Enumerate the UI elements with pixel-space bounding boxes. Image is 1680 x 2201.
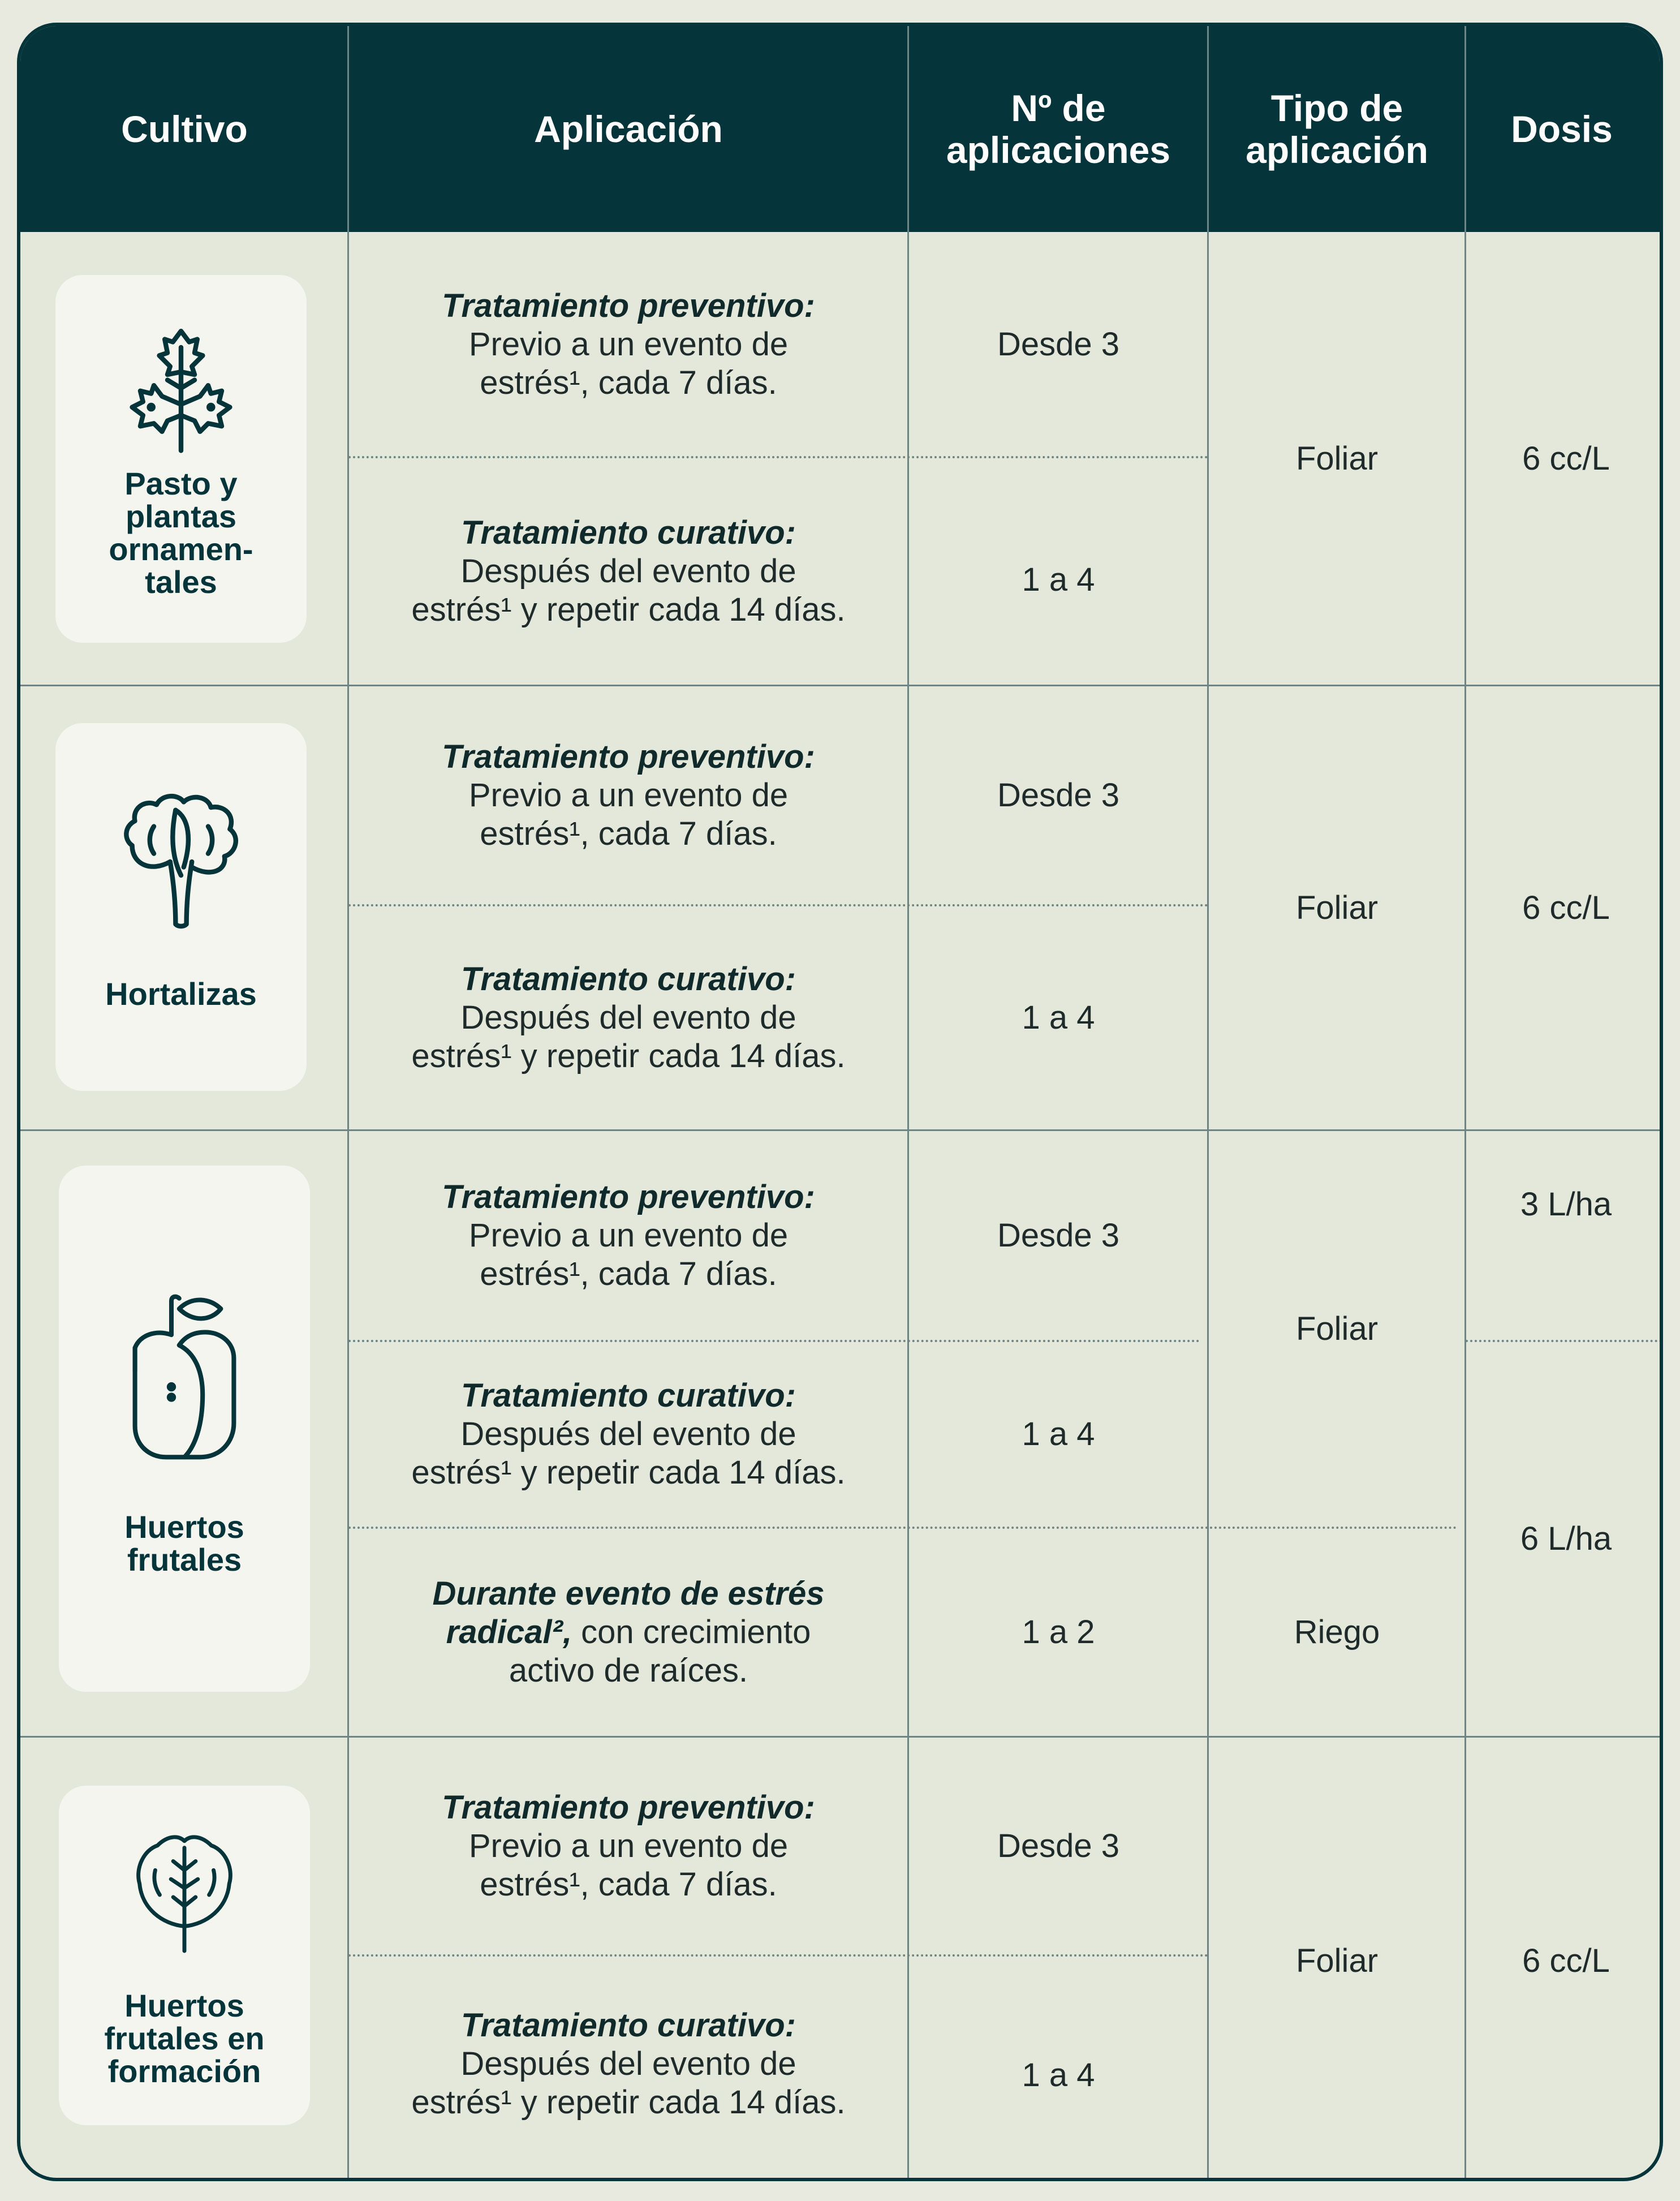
application-preventivo [348,233,908,456]
dosis-value: 6 cc/L [1522,1942,1610,1979]
crop-card-hortalizas [55,723,307,1091]
application-text: estrés¹, cada 7 días. [480,815,777,852]
application-text: Previo a un evento de [468,1216,789,1254]
application-text: estrés¹ y repetir cada 14 días. [411,2084,846,2121]
crop-name-line: tales [145,564,217,600]
crop-name-huertos-frutales [124,1511,244,1576]
tipo-aplicacion [1208,686,1466,1129]
application-title: Tratamiento curativo: [461,514,796,551]
application-title: Tratamiento curativo: [461,2007,796,2044]
dosis [1466,233,1663,685]
application-preventivo [348,686,908,904]
num-value: 1 a 4 [1022,561,1095,598]
crop-name-line: frutales en [104,2021,265,2056]
application-preventivo [348,1131,908,1340]
header-cultivo [20,26,348,232]
seedling-leaf-icon [128,1825,241,1955]
num-value: Desde 3 [997,326,1120,363]
tipo-aplicacion [1208,1529,1466,1736]
application-estres-radical [348,1529,908,1736]
application-text: Previo a un evento de [468,1827,789,1864]
header-dosis [1466,26,1658,232]
crop-name-line: formación [107,2053,261,2089]
application-curativo [348,906,908,1129]
application-title: Tratamiento curativo: [461,1377,796,1414]
tipo-value: Foliar [1295,889,1379,926]
application-text: Previo a un evento de [468,776,789,814]
header-cultivo-label: Cultivo [121,108,248,150]
num-aplicaciones [908,1131,1208,1340]
application-text: estrés¹ y repetir cada 14 días. [411,591,846,628]
crop-card-huertos-formacion [59,1786,310,2125]
num-aplicaciones [908,686,1208,904]
application-curativo [348,1342,908,1527]
header-num-aplicaciones [908,26,1208,232]
application-title: Tratamiento curativo: [461,961,796,998]
application-text: estrés¹, cada 7 días. [480,364,777,401]
application-text: con crecimiento [572,1614,811,1650]
application-preventivo [348,1738,908,1954]
num-value: Desde 3 [997,1827,1120,1864]
crop-application-table [17,23,1663,2181]
application-text: estrés¹ y repetir cada 14 días. [411,1454,846,1491]
header-tipo-line2: aplicación [1246,129,1428,171]
crop-name-pasto [109,467,253,599]
header-num-line2: aplicaciones [946,129,1171,171]
application-title: radical², [446,1614,572,1650]
lettuce-icon [113,791,249,932]
application-text: Después del evento de [460,2045,796,2082]
dosis-value: 6 cc/L [1522,889,1610,926]
num-aplicaciones [908,1342,1208,1527]
tipo-aplicacion [1208,1131,1466,1527]
dosis-value: 3 L/ha [1520,1186,1612,1223]
application-title: Tratamiento preventivo: [442,287,815,324]
application-text: Previo a un evento de [468,326,789,363]
header-aplicacion [348,26,908,232]
crop-name-line: frutales [127,1542,242,1577]
num-aplicaciones [908,458,1208,685]
tipo-aplicacion [1208,1738,1466,2181]
num-value: 1 a 4 [1022,999,1095,1036]
application-text: estrés¹, cada 7 días. [480,1865,777,1903]
crop-name-hortalizas [105,978,257,1011]
crop-name-line: Pasto y [124,466,238,501]
tipo-aplicacion [1208,233,1466,685]
crop-name-huertos-formacion [104,1989,264,2088]
application-curativo [348,458,908,685]
num-value: Desde 3 [997,776,1120,814]
application-text: activo de raíces. [509,1652,748,1689]
header-num-line1: Nº de [1011,87,1106,129]
header-tipo-label [1246,87,1428,171]
application-text: Después del evento de [460,553,796,590]
crop-name-line: ornamen- [109,531,253,567]
header-tipo-aplicacion [1208,26,1466,232]
crop-card-pasto [55,275,307,643]
tipo-value: Foliar [1295,440,1379,477]
tipo-value: Foliar [1295,1942,1379,1979]
header-dosis-label: Dosis [1511,108,1613,150]
application-title: Tratamiento preventivo: [442,1178,815,1215]
tipo-value: Riego [1294,1614,1380,1650]
application-curativo [348,1957,908,2172]
ornamental-leaf-icon [113,320,249,456]
dosis-value: 6 L/ha [1520,1520,1612,1557]
header-num-label [946,87,1170,171]
num-aplicaciones [908,1738,1208,1954]
application-title: Tratamiento preventivo: [442,1789,815,1826]
dosis [1466,1342,1663,1736]
application-title: Durante evento de estrés [432,1575,825,1612]
crop-name-line: Hortalizas [105,976,257,1012]
crop-name-line: Huertos [124,1988,244,2023]
header-tipo-line1: Tipo de [1270,87,1403,129]
application-text: Después del evento de [460,999,796,1036]
crop-card-huertos-frutales [59,1166,310,1692]
num-value: 1 a 2 [1022,1614,1095,1650]
num-aplicaciones [908,233,1208,456]
header-aplicacion-label: Aplicación [534,108,723,150]
dosis [1466,686,1663,1129]
application-title: Tratamiento preventivo: [442,738,815,775]
dosis-value: 6 cc/L [1522,440,1610,477]
num-value: 1 a 4 [1022,2057,1095,2093]
num-value: Desde 3 [997,1216,1120,1254]
fruit-icon [119,1290,249,1465]
dosis [1466,1131,1663,1278]
num-value: 1 a 4 [1022,1416,1095,1452]
tipo-value: Foliar [1295,1310,1379,1347]
dosis [1466,1738,1663,2181]
application-text: estrés¹ y repetir cada 14 días. [411,1038,846,1074]
num-aplicaciones [908,1957,1208,2172]
application-text: Después del evento de [460,1416,796,1452]
application-text: estrés¹, cada 7 días. [480,1255,777,1292]
num-aplicaciones [908,1529,1208,1736]
num-aplicaciones [908,906,1208,1129]
crop-name-line: plantas [125,498,237,534]
crop-name-line: Huertos [124,1509,244,1545]
